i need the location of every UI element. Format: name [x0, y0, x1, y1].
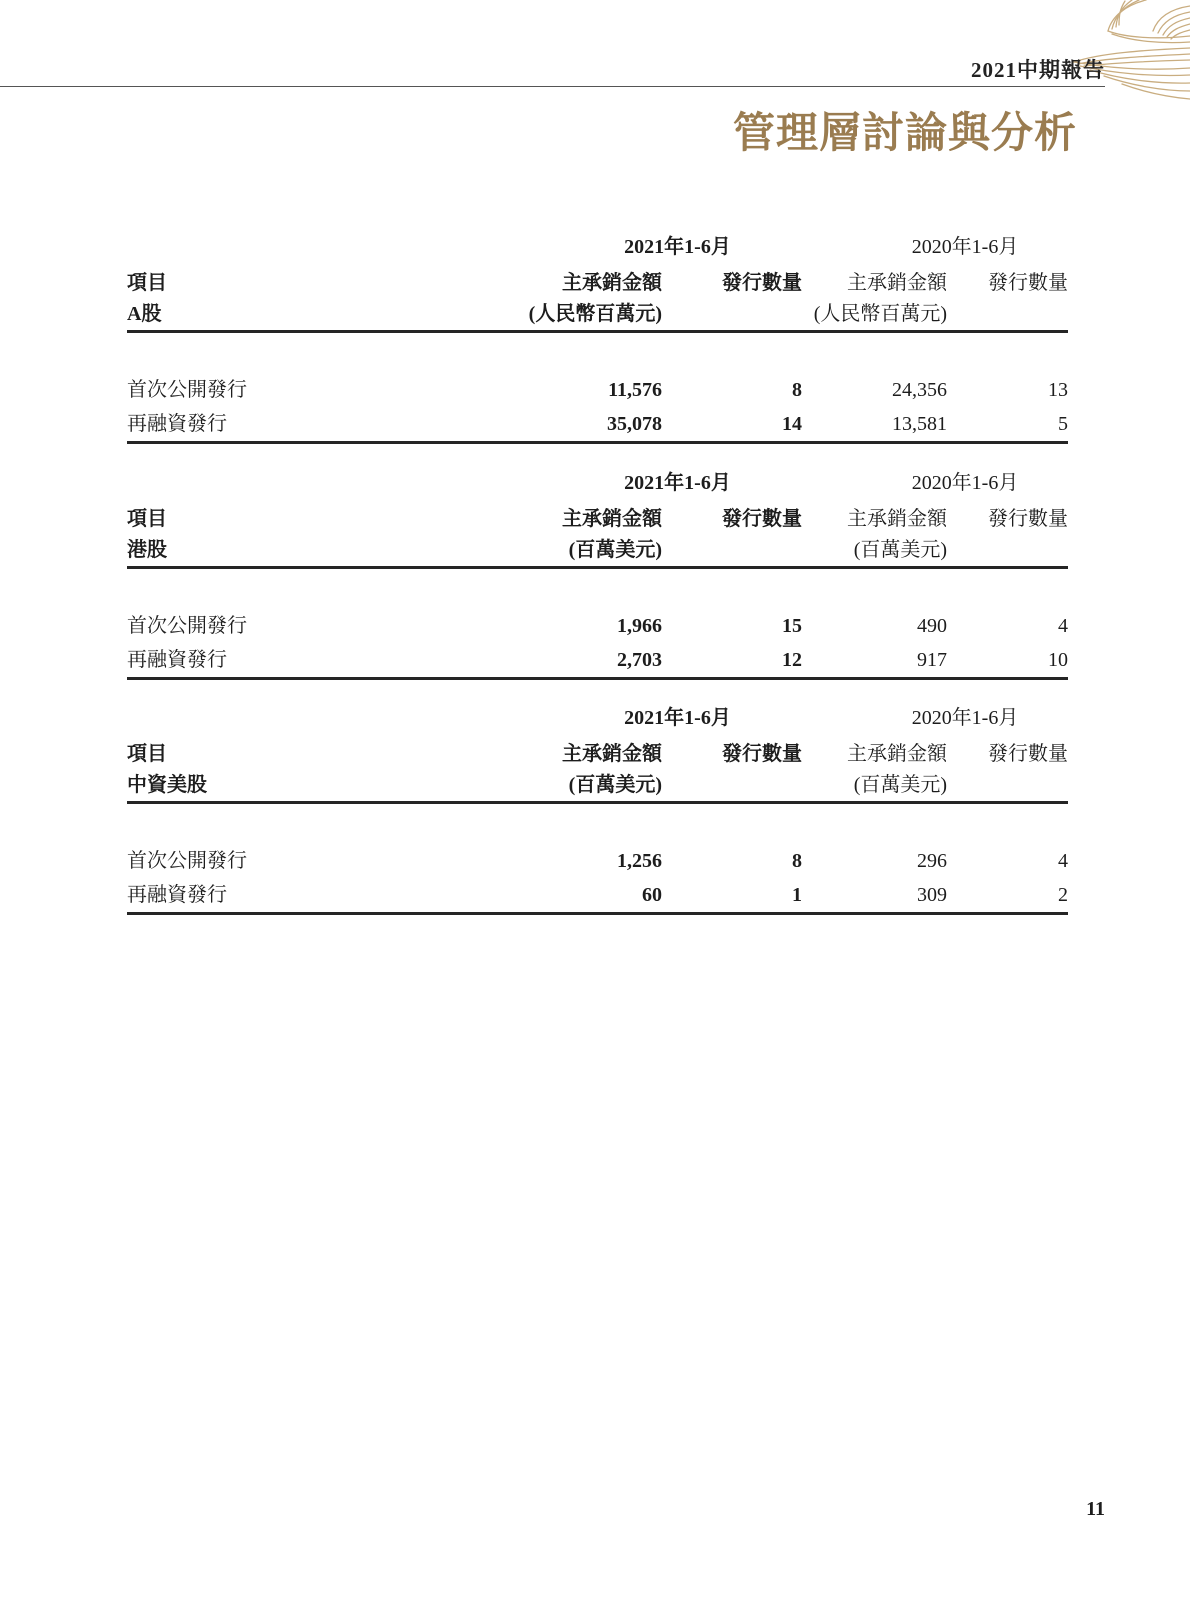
table-row	[127, 373, 1068, 407]
column-header-item: 項目	[127, 272, 167, 294]
period-2020-label: 2020年1-6月	[911, 472, 1019, 494]
table-row	[127, 844, 1068, 878]
cell-count-2020: 4	[1058, 850, 1069, 872]
cell-amount-2020: 309	[802, 878, 947, 914]
period-2020-label: 2020年1-6月	[911, 707, 1019, 729]
column-header-count-2020: 發行數量	[988, 272, 1069, 294]
page-number: 11	[1086, 1498, 1105, 1520]
row-label: 再融資發行	[127, 878, 457, 914]
period-2020-label: 2020年1-6月	[911, 236, 1019, 258]
cell-amount-2020: 296	[917, 850, 948, 872]
cell-amount-2021: 1,966	[617, 615, 662, 637]
page-title: 管理層討論與分析	[732, 111, 1077, 157]
row-label: 首次公開發行	[127, 850, 247, 872]
unit-label-2020: (百萬美元)	[802, 531, 947, 567]
table-us-listed-chinese-stocks	[127, 701, 1068, 915]
table-hk-stocks	[127, 466, 1068, 680]
column-header-item: 項目	[127, 743, 167, 765]
column-header-count-2020: 發行數量	[988, 743, 1069, 765]
table-row	[127, 230, 1068, 259]
group-label: 港股	[127, 531, 457, 567]
cell-amount-2021: 1,256	[617, 850, 662, 872]
column-header-amount-2020: 主承銷金額	[847, 743, 948, 765]
period-2021-label: 2021年1-6月	[624, 707, 731, 729]
cell-amount-2020: 917	[802, 643, 947, 679]
cell-amount-2020: 490	[917, 615, 948, 637]
column-header-count-2020: 發行數量	[988, 508, 1069, 530]
header-divider	[0, 86, 1105, 87]
column-header-count-2021: 發行數量	[722, 272, 803, 294]
table-a-shares	[127, 230, 1068, 444]
row-label: 首次公開發行	[127, 615, 247, 637]
unit-label-2021: (百萬美元)	[457, 766, 662, 802]
group-label: 中資美股	[127, 766, 457, 802]
table-row	[127, 466, 1068, 495]
cell-amount-2021: 35,078	[457, 407, 662, 443]
column-header-amount-2021: 主承銷金額	[562, 508, 662, 530]
period-2021-label: 2021年1-6月	[624, 472, 731, 494]
table-row	[127, 609, 1068, 643]
cell-amount-2020: 13,581	[802, 407, 947, 443]
column-header-count-2021: 發行數量	[722, 743, 803, 765]
cell-amount-2020: 24,356	[892, 379, 948, 401]
group-label: A股	[127, 295, 457, 331]
row-label: 首次公開發行	[127, 379, 247, 401]
table-row	[127, 730, 1068, 766]
row-label: 再融資發行	[127, 407, 457, 443]
table-row	[127, 259, 1068, 295]
column-header-count-2021: 發行數量	[722, 508, 803, 530]
cell-count-2021: 8	[792, 850, 803, 872]
column-header-amount-2020: 主承銷金額	[847, 272, 948, 294]
cell-count-2021: 8	[792, 379, 803, 401]
table-row	[127, 878, 1068, 914]
report-title: 2021中期報告	[971, 58, 1105, 82]
table-row	[127, 643, 1068, 679]
period-2021-label: 2021年1-6月	[624, 236, 731, 258]
table-row	[127, 407, 1068, 443]
cell-count-2021: 12	[662, 643, 802, 679]
table-row	[127, 295, 1068, 331]
cell-count-2020: 2	[947, 878, 1068, 914]
row-label: 再融資發行	[127, 643, 457, 679]
cell-count-2021: 1	[662, 878, 802, 914]
unit-label-2021: (百萬美元)	[457, 531, 662, 567]
table-row	[127, 531, 1068, 567]
table-row	[127, 495, 1068, 531]
column-header-amount-2020: 主承銷金額	[847, 508, 948, 530]
cell-count-2020: 4	[1058, 615, 1069, 637]
unit-label-2020: (百萬美元)	[802, 766, 947, 802]
cell-amount-2021: 60	[457, 878, 662, 914]
table-row	[127, 766, 1068, 802]
column-header-amount-2021: 主承銷金額	[562, 272, 662, 294]
cell-count-2020: 5	[947, 407, 1068, 443]
cell-count-2021: 14	[662, 407, 802, 443]
cell-count-2020: 13	[1048, 379, 1069, 401]
cell-count-2021: 15	[782, 615, 803, 637]
column-header-item: 項目	[127, 508, 167, 530]
column-header-amount-2021: 主承銷金額	[562, 743, 662, 765]
cell-amount-2021: 2,703	[457, 643, 662, 679]
unit-label-2020: (人民幣百萬元)	[802, 295, 947, 331]
cell-count-2020: 10	[947, 643, 1068, 679]
cell-amount-2021: 11,576	[608, 379, 662, 401]
unit-label-2021: (人民幣百萬元)	[457, 295, 662, 331]
table-row	[127, 701, 1068, 730]
